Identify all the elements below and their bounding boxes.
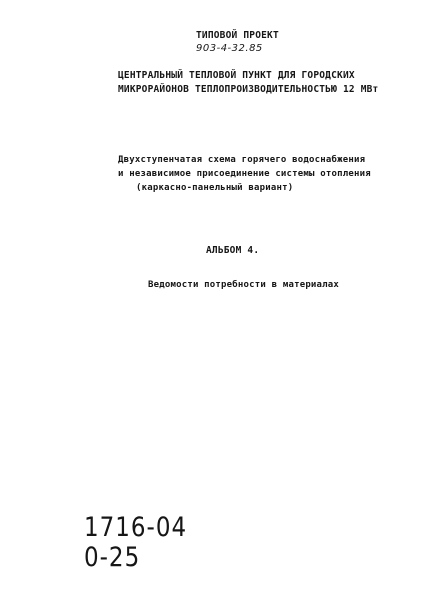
title-line-1: ЦЕНТРАЛЬНЫЙ ТЕПЛОВОЙ ПУНКТ ДЛЯ ГОРОДСКИХ <box>118 70 355 81</box>
stamp-number-2: 0-25 <box>84 543 141 573</box>
project-code: 903-4-32.85 <box>196 43 263 54</box>
stamp-number-1: 1716-04 <box>84 513 188 543</box>
description-line-3: (каркасно-панельный вариант) <box>136 183 294 193</box>
description-line-2: и независимое присоединение системы отопления <box>118 169 371 179</box>
contents-label: Ведомости потребности в материалах <box>148 280 340 290</box>
document-type: ТИПОВОЙ ПРОЕКТ <box>196 30 279 41</box>
title-line-2: МИКРОРАЙОНОВ ТЕПЛОПРОИЗВОДИТЕЛЬНОСТЬЮ 12 МВт <box>118 84 379 95</box>
description-line-1: Двухступенчатая схема горячего водоснабжения <box>118 155 366 165</box>
album-label: АЛЬБОМ 4. <box>206 245 260 256</box>
